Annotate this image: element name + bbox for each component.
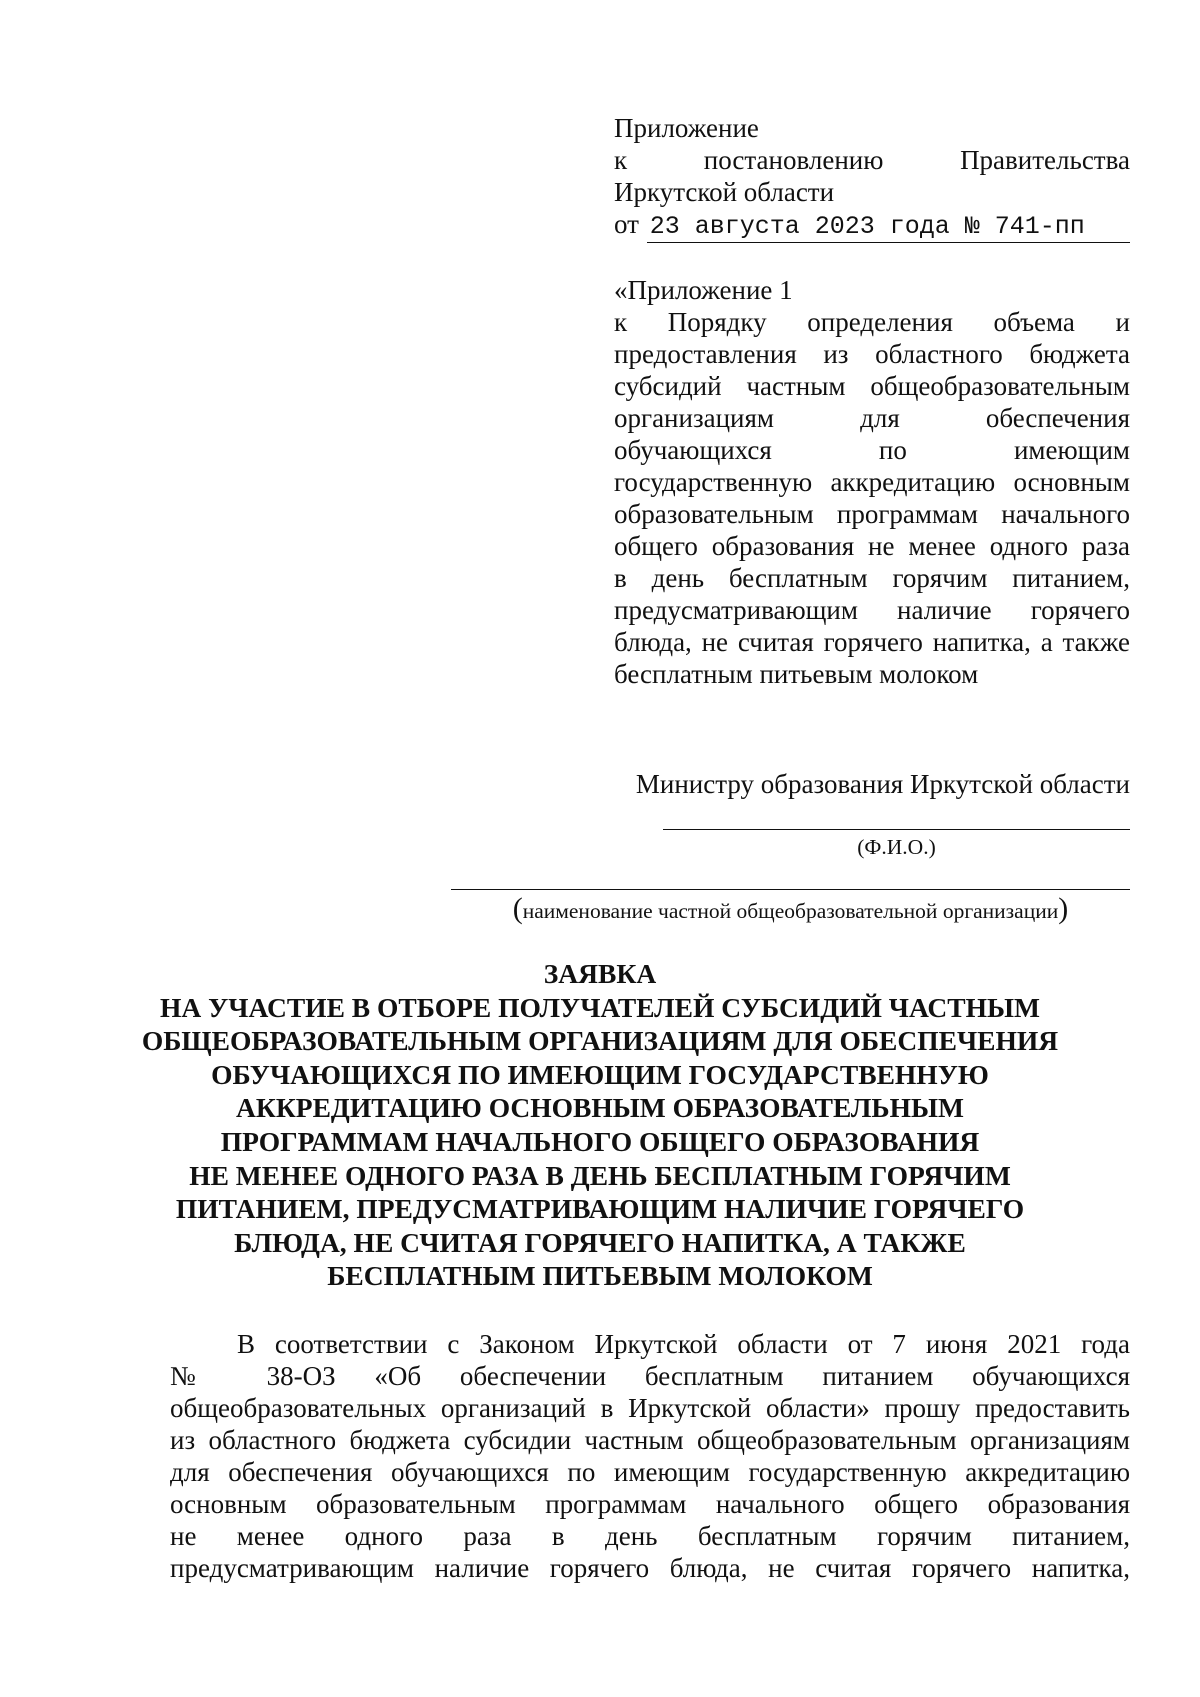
body-line: основным образовательным программам начального общего образования xyxy=(170,1489,1130,1519)
annex-line: образовательным программам начального xyxy=(614,499,1130,529)
approval-word: Правительства xyxy=(960,145,1130,175)
document-heading xyxy=(90,957,1110,1293)
org-caption: наименование частной общеобразовательной организации xyxy=(522,899,1059,923)
approval-date-value: 23 августа 2023 года № 741-пп xyxy=(649,212,1085,241)
approval-word: постановлению xyxy=(703,145,884,175)
heading-line: ПИТАНИЕМ, ПРЕДУСМАТРИВАЮЩИМ НАЛИЧИЕ ГОРЯЧЕГО xyxy=(175,1193,1025,1225)
heading-line: ПРОГРАММАМ НАЧАЛЬНОГО ОБЩЕГО ОБРАЗОВАНИЯ xyxy=(220,1125,980,1157)
fio-caption: (Ф.И.О.) xyxy=(857,835,936,859)
annex-line: к Порядку определения объема и xyxy=(614,307,1130,337)
annex-line: организациям для обеспечения xyxy=(614,403,1130,433)
addressee-to: Министру образования Иркутской области xyxy=(635,769,1130,799)
annex-line: блюда, не считая горячего напитка, а также xyxy=(614,627,1130,657)
org-caption-wrap xyxy=(451,892,1130,925)
heading-line: ЗАЯВКА xyxy=(543,958,657,989)
annex-line: предоставления из областного бюджета xyxy=(614,339,1130,369)
annex-line: бесплатным питьевым молоком xyxy=(614,659,979,689)
heading-line: НА УЧАСТИЕ В ОТБОРЕ ПОЛУЧАТЕЛЕЙ СУБСИДИЙ ЧАСТНЫМ xyxy=(160,991,1040,1023)
body-line: для обеспечения обучающихся по имеющим государственную аккредитацию xyxy=(170,1457,1130,1487)
body-line: общеобразовательных организаций в Иркутской области» прошу предоставить xyxy=(170,1393,1130,1423)
body-line: предусматривающим наличие горячего блюда, не считая горячего напитка, xyxy=(170,1553,1130,1583)
body-paragraph xyxy=(170,1328,1130,1584)
fio-underline xyxy=(663,829,1130,830)
heading-line: НЕ МЕНЕЕ ОДНОГО РАЗА В ДЕНЬ БЕСПЛАТНЫМ ГОРЯЧИМ xyxy=(189,1159,1011,1191)
approval-line-2 xyxy=(614,144,1130,176)
heading-line: БЛЮДА, НЕ СЧИТАЯ ГОРЯЧЕГО НАПИТКА, А ТАКЖЕ xyxy=(234,1226,966,1258)
annex-line: предусматривающим наличие горячего xyxy=(614,595,1130,625)
approval-block xyxy=(614,112,1130,243)
close-paren: ) xyxy=(1058,892,1069,925)
approval-line-3: Иркутской области xyxy=(614,177,835,207)
annex-line: субсидий частным общеобразовательным xyxy=(614,371,1130,401)
heading-line: ОБУЧАЮЩИХСЯ ПО ИМЕЮЩИМ ГОСУДАРСТВЕННУЮ xyxy=(211,1058,989,1090)
annex-line: обучающихся по имеющим xyxy=(614,435,1130,465)
annex-line: общего образования не менее одного раза xyxy=(614,531,1130,561)
heading-line: БЕСПЛАТНЫМ ПИТЬЕВЫМ МОЛОКОМ xyxy=(327,1260,873,1292)
approval-date-line xyxy=(614,208,1130,243)
approval-date-prefix: от xyxy=(614,209,639,239)
approval-line-1: Приложение xyxy=(614,113,759,143)
heading-line: ОБЩЕОБРАЗОВАТЕЛЬНЫМ ОРГАНИЗАЦИЯМ ДЛЯ ОБЕСПЕЧЕНИЯ xyxy=(141,1025,1059,1057)
body-line: не менее одного раза в день бесплатным горячим питанием, xyxy=(170,1521,1130,1551)
org-underline xyxy=(451,889,1130,890)
approval-word: к xyxy=(614,145,628,175)
body-line: из областного бюджета субсидии частным общеобразовательным организациям xyxy=(170,1425,1130,1455)
annex-line: «Приложение 1 xyxy=(614,275,793,305)
heading-line: АККРЕДИТАЦИЮ ОСНОВНЫМ ОБРАЗОВАТЕЛЬНЫМ xyxy=(236,1092,964,1124)
annex-line: в день бесплатным горячим питанием, xyxy=(614,563,1130,593)
annex-line: государственную аккредитацию основным xyxy=(614,467,1130,497)
annex-block xyxy=(614,274,1130,690)
body-line: № 38-ОЗ «Об обеспечении бесплатным питанием обучающихся xyxy=(170,1361,1130,1391)
body-line: В соответствии с Законом Иркутской области от 7 июня 2021 года xyxy=(237,1329,1130,1359)
approval-date-underline xyxy=(647,242,1130,243)
open-paren: ( xyxy=(512,892,523,925)
